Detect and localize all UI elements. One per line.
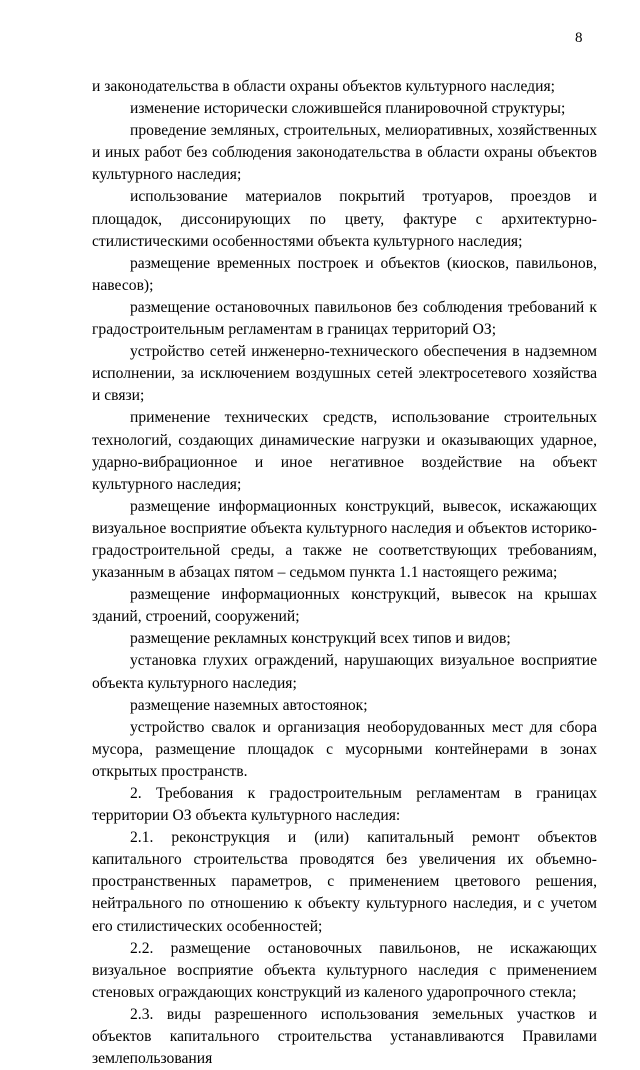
paragraph: и законодательства в области охраны объектов культурного наследия; bbox=[92, 78, 555, 95]
paragraph: установка глухих ограждений, нарушающих визуальное восприятие объекта культурного наследия; bbox=[92, 652, 597, 692]
document-body bbox=[92, 76, 597, 1070]
paragraph: устройство сетей инженерно-технического обеспечения в надземном исполнении, за исключением воздушных сетей электросетевого хозяйства и связи; bbox=[92, 343, 597, 405]
paragraph: 2.3. виды разрешенного использования земельных участков и объектов капитального строительства устанавливаются Правилами землепользования bbox=[92, 1005, 597, 1068]
paragraph: изменение исторически сложившейся планировочной структуры; bbox=[130, 100, 566, 118]
paragraph: 2. Требования к градостроительным регламентам в границах территории ОЗ объекта культурного наследия: bbox=[92, 785, 597, 825]
page-number: 8 bbox=[575, 30, 583, 46]
paragraph: размещение информационных конструкций, вывесок на крышах зданий, строений, сооружений; bbox=[92, 586, 597, 626]
paragraph: размещение информационных конструкций, вывесок, искажающих визуальное восприятие объекта культурного наследия и объектов историко-градостроительной среды, а также не соответствующих требованиям, указанным в абзацах пятом – седьмом пункта 1.1 настоящего режима; bbox=[92, 497, 597, 582]
paragraph: размещение остановочных павильонов без соблюдения требований к градостроительным регламентам в границах территорий ОЗ; bbox=[92, 298, 597, 339]
paragraph: проведение земляных, строительных, мелиоративных, хозяйственных и иных работ без соблюдения законодательства в области охраны объектов культурного наследия; bbox=[92, 122, 597, 184]
paragraph: использование материалов покрытий тротуаров, проездов и площадок, диссонирующих по цвету, фактуре с архитектурно-стилистическими особенностями объекта культурного наследия; bbox=[92, 188, 597, 250]
paragraph: применение технических средств, использование строительных технологий, создающих динамические нагрузки и оказывающих ударное, ударно-вибрационное и иное негативное воздействие на объект культурного наследия; bbox=[92, 409, 597, 493]
paragraph: 2.1. реконструкция и (или) капитальный ремонт объектов капитального строительства проводятся без увеличения их объемно-пространственных параметров, с применением цветового решения, нейтрального по отношению к объекту культурного наследия, и с учетом его стилистических особенностей; bbox=[92, 829, 597, 935]
paragraph: 2.2. размещение остановочных павильонов, не искажающих визуальное восприятие объекта культурного наследия с применением стеновых ограждающих конструкций из каленого ударопрочного стекла; bbox=[92, 939, 597, 1001]
paragraph: размещение рекламных конструкций всех типов и видов; bbox=[130, 630, 511, 648]
paragraph: размещение наземных автостоянок; bbox=[130, 696, 368, 714]
paragraph: устройство свалок и организация необорудованных мест для сбора мусора, размещение площадок с мусорными контейнерами в зонах открытых пространств. bbox=[92, 718, 597, 780]
paragraph: размещение временных построек и объектов (киосков, павильонов, навесов); bbox=[92, 254, 597, 294]
